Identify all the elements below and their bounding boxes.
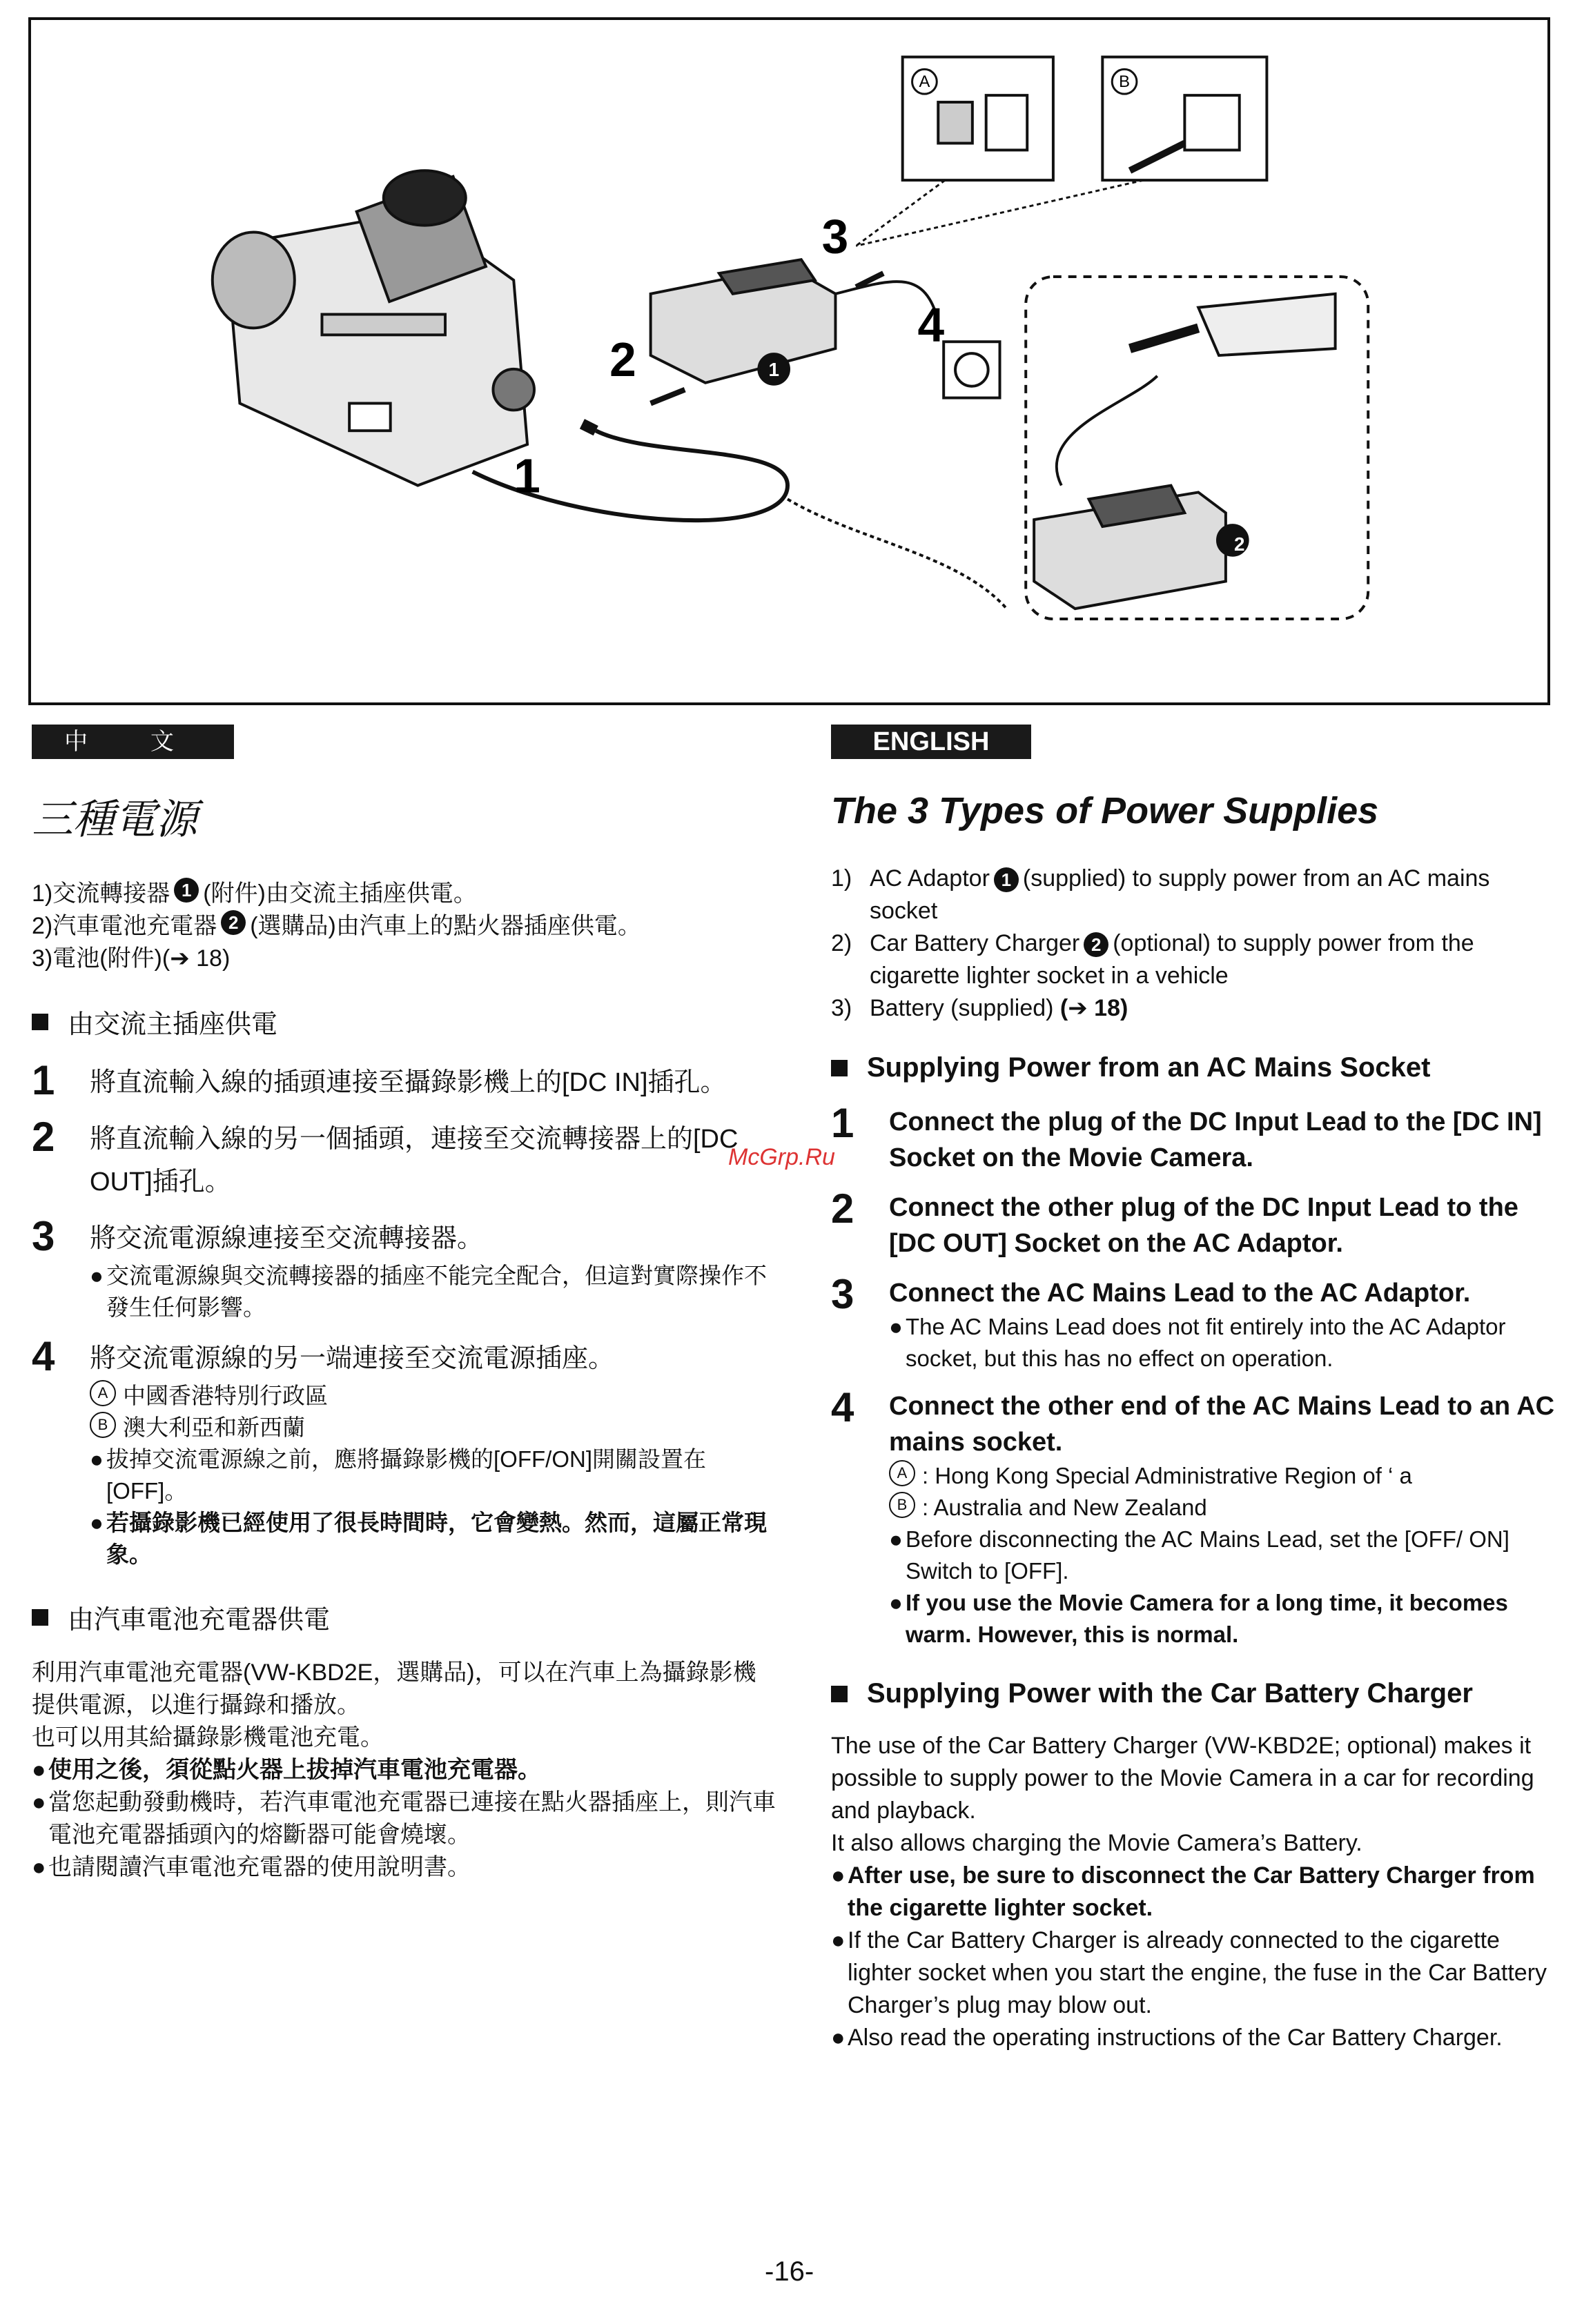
circled-b-icon: B (90, 1412, 116, 1438)
label-step-4: 4 (917, 298, 945, 353)
num-circle-2: 2 (221, 910, 246, 935)
zh-lang-bar: 中 文 (32, 725, 234, 759)
label-step-3: 3 (821, 209, 849, 264)
list-item: 2) Car Battery Charger 2 (optional) to supply power from the cigarette lighter socket in a vehicle (831, 930, 1474, 989)
en-step-3: 3 Connect the AC Mains Lead to the AC Adaptor. ● The AC Mains Lead does not fit entirely into the AC Adaptor socket, but this has no effect on operation. (831, 1275, 1563, 1375)
circled-a-icon: A (90, 1380, 116, 1406)
zh-title: 三種電源 (32, 796, 197, 844)
camera-illustration (213, 170, 534, 485)
en-step-4-note1: ● Before disconnecting the AC Mains Lead, set the [OFF/ ON] Switch to [OFF]. (889, 1526, 1509, 1584)
en-car-para2: It also allows charging the Movie Camera’s Battery. (831, 1830, 1362, 1856)
zh-car-para2: 也可以用其給攝錄影機電池充電。 (32, 1724, 384, 1751)
zh-step-3-note: ● 交流電源線與交流轉接器的插座不能完全配合，但這對實際操作不發生任何影響。 (90, 1263, 767, 1320)
circled-b-icon: B (889, 1492, 915, 1518)
zh-car-bullet3: ● 也請閱讀汽車電池充電器的使用說明書。 (32, 1854, 471, 1880)
zh-car-bullet1: ● 使用之後，須從點火器上拔掉汽車電池充電器。 (32, 1757, 541, 1783)
en-step-2: 2 Connect the other plug of the DC Input Lead to the [DC OUT] Socket on the AC Adaptor. (831, 1185, 1518, 1258)
en-title: The 3 Types of Power Supplies (831, 790, 1379, 831)
en-step-4-b: B : Australia and New Zealand (889, 1492, 1563, 1524)
en-step-3-note: ● The AC Mains Lead does not fit entirely into the AC Adaptor socket, but this has no effect on operation. (889, 1314, 1506, 1371)
list-item: 1) 交流轉接器 1 (附件)由交流主插座供電。 (32, 878, 777, 910)
chinese-column (32, 725, 777, 1884)
page-number: -16- (765, 2256, 814, 2287)
zh-car-para1: 利用汽車電池充電器(VW-KBD2E，選購品)，可以在汽車上為攝錄影機提供電源，以進行攝錄和播放。 (32, 1660, 756, 1718)
zh-step-1: 1 將直流輸入線的插頭連接至攝錄影機上的[DC IN]插孔。 (32, 1057, 727, 1103)
en-step-1: 1 Connect the plug of the DC Input Lead to the [DC IN] Socket on the Movie Camera. (831, 1100, 1542, 1172)
en-section-car: Supplying Power with the Car Battery Charger (831, 1678, 1563, 1709)
num-circle-1: 1 (994, 867, 1019, 892)
en-step-4: 4 Connect the other end of the AC Mains Lead to an AC mains socket. A : Hong Kong Special Administrative Region of ‘ a B : Australia and New Zealand ● Before disconnecting the AC Mains Lead, set the [OFF/ ON] Switch to [OFF]. ● If you use the Movie Camera for a long time, it becomes warm. However, this is normal. (831, 1388, 1563, 1651)
zh-section-car: 由汽車電池充電器供電 (32, 1598, 777, 1636)
list-item: 3) 電池(附件)(➔ 18) (32, 945, 231, 972)
zh-step-4-b: B 澳大利亞和新西蘭 (90, 1412, 777, 1444)
list-item: 1) AC Adaptor 1 (supplied) to supply power from an AC mains socket (831, 865, 1490, 924)
zh-step-2: 2 將直流輸入線的另一個插頭，連接至交流轉接器上的[DC OUT]插孔。 (32, 1114, 739, 1197)
square-bullet-icon (831, 1060, 848, 1076)
label-step-1: 1 (514, 449, 540, 503)
zh-car-bullet2: ● 當您起動發動機時，若汽車電池充電器已連接在點火器插座上，則汽車電池充電器插頭內的熔斷器可能會燒壞。 (32, 1789, 776, 1848)
square-bullet-icon (32, 1609, 48, 1626)
ac-adaptor-illustration (651, 259, 836, 384)
label-step-2: 2 (609, 332, 636, 386)
en-lang-bar: ENGLISH (831, 725, 1031, 759)
zh-types-list (32, 878, 777, 975)
zh-section-ac: 由交流主插座供電 (32, 1003, 777, 1041)
en-step-4-note2: ● If you use the Movie Camera for a long time, it becomes warm. However, this is normal. (889, 1590, 1508, 1647)
zh-step-4-note2: ● 若攝錄影機已經使用了很長時間時，它會變熱。然而，這屬正常現象。 (90, 1510, 767, 1567)
box-a-label: A (919, 72, 930, 92)
en-car-para1: The use of the Car Battery Charger (VW-KBD2E; optional) makes it possible to supply power to the Movie Camera in a car for recording and playback. (831, 1733, 1534, 1824)
marker-2: 2 (1233, 533, 1245, 555)
diagram-svg (31, 20, 1547, 702)
square-bullet-icon (32, 1014, 48, 1030)
en-types-list (831, 863, 1563, 1025)
square-bullet-icon (831, 1686, 848, 1702)
en-car-bullet2: ● If the Car Battery Charger is already connected to the cigarette lighter socket when you start the engine, the fuse in the Car Battery Charger’s plug may blow out. (831, 1927, 1547, 2018)
zh-step-4-note1: ● 拔掉交流電源線之前，應將攝錄影機的[OFF/ON]開關設置在[OFF]。 (90, 1446, 706, 1504)
list-item: 3) Battery (supplied) (➔ 18) (831, 995, 1128, 1021)
box-b-label: B (1119, 72, 1131, 92)
en-car-bullet3: ● Also read the operating instructions of the Car Battery Charger. (831, 2025, 1503, 2051)
watermark: McGrp.Ru (728, 1144, 835, 1170)
zh-step-3: 3 將交流電源線連接至交流轉接器。 ● 交流電源線與交流轉接器的插座不能完全配合，但這對實際操作不發生任何影響。 (32, 1217, 777, 1323)
car-charger-illustration (1034, 294, 1335, 609)
zh-step-4-a: A 中國香港特別行政區 (90, 1380, 777, 1412)
num-circle-2: 2 (1084, 932, 1108, 957)
num-circle-1: 1 (174, 878, 199, 903)
list-item: 2) 汽車電池充電器 2 (選購品)由汽車上的點火器插座供電。 (32, 910, 777, 943)
english-column (831, 725, 1563, 2054)
en-step-4-a: A : Hong Kong Special Administrative Region of ‘ a (889, 1460, 1563, 1492)
zh-step-4: 4 將交流電源線的另一端連接至交流電源插座。 A 中國香港特別行政區 B 澳大利亞和新西蘭 ● 拔掉交流電源線之前，應將攝錄影機的[OFF/ON]開關設置在[OFF]。 ● 若攝錄影機已經使用了很長時間時，它會變熱。然而，這屬正常現象。 (32, 1337, 777, 1570)
circled-a-icon: A (889, 1460, 915, 1486)
en-car-bullet1: ● After use, be sure to disconnect the Car Battery Charger from the cigarette lighter socket. (831, 1862, 1535, 1921)
marker-1: 1 (768, 358, 779, 380)
connection-diagram (28, 17, 1550, 705)
en-section-ac: Supplying Power from an AC Mains Socket (831, 1052, 1563, 1083)
